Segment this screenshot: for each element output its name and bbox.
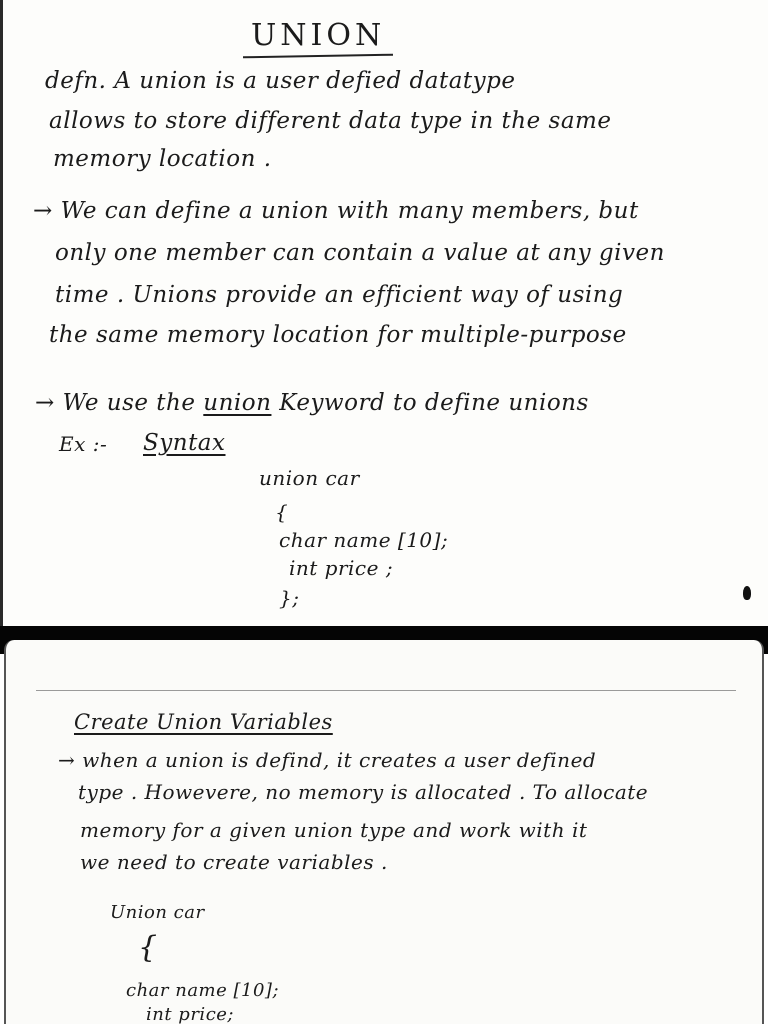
definition-line-1: defn. A union is a user defied datatype — [45, 68, 516, 94]
section-heading: Create Union Variables — [74, 710, 333, 734]
code2-line-3: char name [10]; — [126, 980, 280, 1001]
paragraph-line-2: type . Howevere, no memory is allocated . To allocate — [78, 780, 649, 804]
paragraph-line-4: we need to create variables . — [80, 850, 388, 874]
code2-line-1: Union car — [110, 902, 205, 923]
example-label: Ex :- — [59, 432, 108, 456]
point1-line-1: → We can define a union with many members, but — [33, 198, 639, 224]
paragraph-line-1: → when a union is defind, it creates a user defined — [58, 748, 597, 772]
definition-line-3: memory location . — [53, 146, 272, 172]
definition-line-2: allows to store different data type in the same — [49, 108, 612, 134]
paragraph-line-3: memory for a given union type and work with it — [80, 818, 588, 842]
point1-line-4: the same memory location for multiple-purpose — [49, 322, 627, 348]
title-underline — [243, 54, 393, 59]
code-line-1: union car — [259, 466, 360, 490]
code-line-4: int price ; — [289, 556, 394, 580]
point2-text-before: → We use the — [35, 390, 204, 416]
code-line-2: { — [275, 500, 289, 524]
page-rule-line — [36, 690, 736, 691]
code2-line-4: int price; — [146, 1004, 234, 1025]
code-line-3: char name [10]; — [279, 528, 449, 552]
point2-text-after: Keyword to define unions — [271, 390, 589, 416]
code2-line-2: { — [138, 930, 158, 965]
ink-mark — [743, 586, 751, 600]
code-line-5: }; — [279, 586, 300, 610]
syntax-label: Syntax — [143, 430, 226, 456]
point2-line — [35, 390, 589, 416]
page-title: UNION — [251, 18, 386, 53]
union-keyword: union — [203, 390, 272, 416]
notebook-page-2 — [4, 640, 764, 1024]
point1-line-3: time . Unions provide an efficient way of using — [55, 282, 624, 308]
point1-line-2: only one member can contain a value at any given — [55, 240, 665, 266]
